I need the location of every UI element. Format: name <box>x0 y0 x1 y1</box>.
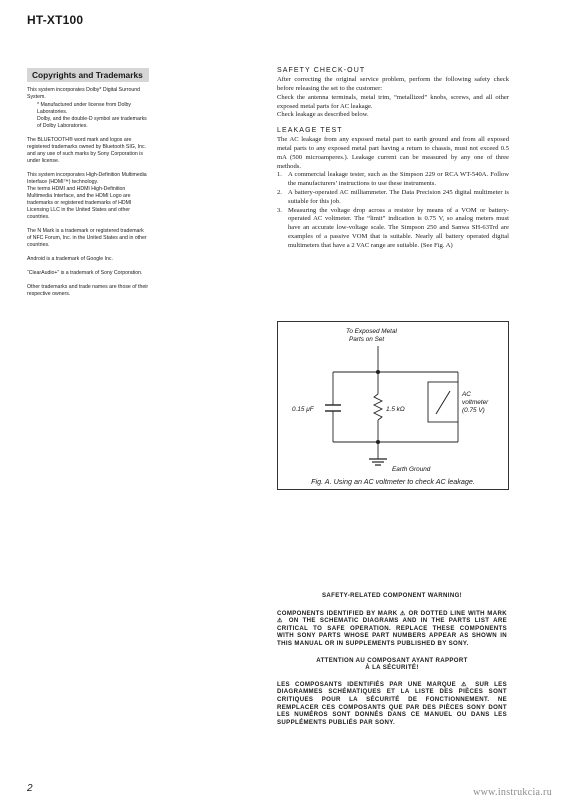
copyright-dolby-note: * Manufactured under license from Dolby Laboratories. <box>37 102 131 116</box>
label-meter-voltmeter: voltmeter <box>462 399 489 406</box>
watermark: www.instrukcia.ru <box>473 787 552 798</box>
page-number: 2 <box>27 783 33 794</box>
safety-intro: After correcting the original service problem, perform the following safety check before releasing the set to the customer: <box>277 76 509 93</box>
label-parts-on-set: Parts on Set <box>349 336 385 343</box>
copyright-nfc: The N Mark is a trademark or registered trademark of NFC Forum, Inc. in the United States and in other countries. <box>27 228 147 249</box>
copyright-hdmi-terms: The terms HDMI and HDMI High-Definition Multimedia Interface, and the HDMI Logo are trademarks or registered trademarks of HDMI Licensing LLC in the United States and other countries. <box>27 186 132 221</box>
list-item: 2. A battery-operated AC milliammeter. The Data Precision 245 digital multimeter is suitable for this job. <box>277 189 509 205</box>
voltmeter-needle <box>436 391 450 414</box>
label-earth-ground: Earth Ground <box>392 466 431 473</box>
safety-check: Check the antenna terminals, metal trim, “metallized” knobs, screws, and all other exposed metal parts for AC leakage. <box>277 93 509 110</box>
label-exposed-metal: To Exposed Metal <box>346 328 397 335</box>
copyright-android: Android is a trademark of Google Inc. <box>27 256 113 263</box>
copyright-clearaudio: “ClearAudio+” is a trademark of Sony Corporation. <box>27 270 143 277</box>
warning-title: SAFETY-RELATED COMPONENT WARNING! <box>321 592 463 599</box>
component-warning <box>277 592 507 736</box>
leakage-intro: The AC leakage from any exposed metal part to earth ground and from all exposed metal parts to any exposed metal part having a return to chassis, must not exceed 0.5 mA (500 microamperes.). Leakage current can be measured by any one of three methods. <box>277 136 509 170</box>
resistor <box>374 394 382 420</box>
copyright-hdmi: This system incorporates High-Definition Multimedia Interface (HDMI™) technology. <box>27 172 147 186</box>
safety-check-2: Check leakage as described below. <box>277 111 369 119</box>
copyrights-column <box>27 68 149 305</box>
model-header: HT-XT100 <box>27 13 84 27</box>
list-item: 3. Measuring the voltage drop across a resistor by means of a VOM or battery-operated AC voltmeter. The “limit” indication is 0.75 V, so analog meters must have an accurate low-voltage scale. The Simpson 250 and Sanwa SH-63Trd are examples of a passive VOM that is suitable. Nearly all battery operated digital multimeters that have a 2 VAC range are suitable. (See Fig. A) <box>277 206 509 249</box>
copyright-other: Other trademarks and trade names are those of their respective owners. <box>27 284 149 298</box>
leakage-methods <box>277 171 509 250</box>
copyright-bluetooth: The BLUETOOTH® word mark and logos are registered trademarks owned by Bluetooth SIG, Inc. and any use of such marks by Sony Corporation is under license. <box>27 137 147 165</box>
safety-column <box>277 66 509 250</box>
label-meter-limit: (0.75 V) <box>462 407 485 414</box>
leakage-heading: LEAKAGE TEST <box>277 127 343 135</box>
safety-heading: SAFETY CHECK-OUT <box>277 67 366 74</box>
label-resistor-value: 1.5 kΩ <box>386 406 405 413</box>
figure-a <box>277 321 509 490</box>
label-meter-ac: AC <box>462 391 471 398</box>
warning-french-title: ATTENTION AU COMPOSANT AYANT RAPPORT À LA SÉCURITÉ! <box>316 656 468 672</box>
copyright-dolby-mark: Dolby, and the double-D symbol are trademarks of Dolby Laboratories. <box>37 116 147 130</box>
figure-caption: Fig. A. Using an AC voltmeter to check AC leakage. <box>311 477 475 486</box>
leakage-circuit-diagram <box>278 322 510 491</box>
copyright-dolby: This system incorporates Dolby* Digital Surround System. <box>27 87 141 101</box>
copyrights-title: Copyrights and Trademarks <box>27 68 149 82</box>
warning-french: LES COMPOSANTS IDENTIFIÉS PAR UNE MARQUE ⚠ SUR LES DIAGRAMMES SCHÉMATIQUES ET LA LISTE DES PIÈCES SONT CRITIQUES POUR LA SÉCURITÉ DE FONCTIONNEMENT. NE REMPLACER CES COMPOSANTS QUE PAR DES PIÈCES SONY DONT LES NUMÉROS SONT DONNÉS DANS CE MANUEL OU DANS LES SUPPLÉMENTS PUBLIÉS PAR SONY. <box>277 680 507 726</box>
list-item: 1. A commercial leakage tester, such as the Simpson 229 or RCA WT-540A. Follow the manufacturers’ instructions to use these instruments. <box>277 171 509 188</box>
warning-english: COMPONENTS IDENTIFIED BY MARK ⚠ OR DOTTED LINE WITH MARK ⚠ ON THE SCHEMATIC DIAGRAMS AND IN THE PARTS LIST ARE CRITICAL TO SAFE OPERATION. REPLACE THESE COMPONENTS WITH SONY PARTS WHOSE PART NUMBERS APPEAR AS SHOWN IN THIS MANUAL OR IN SUPPLEMENTS PUBLISHED BY SONY. <box>277 609 507 648</box>
label-capacitor-value: 0.15 μF <box>292 406 314 413</box>
